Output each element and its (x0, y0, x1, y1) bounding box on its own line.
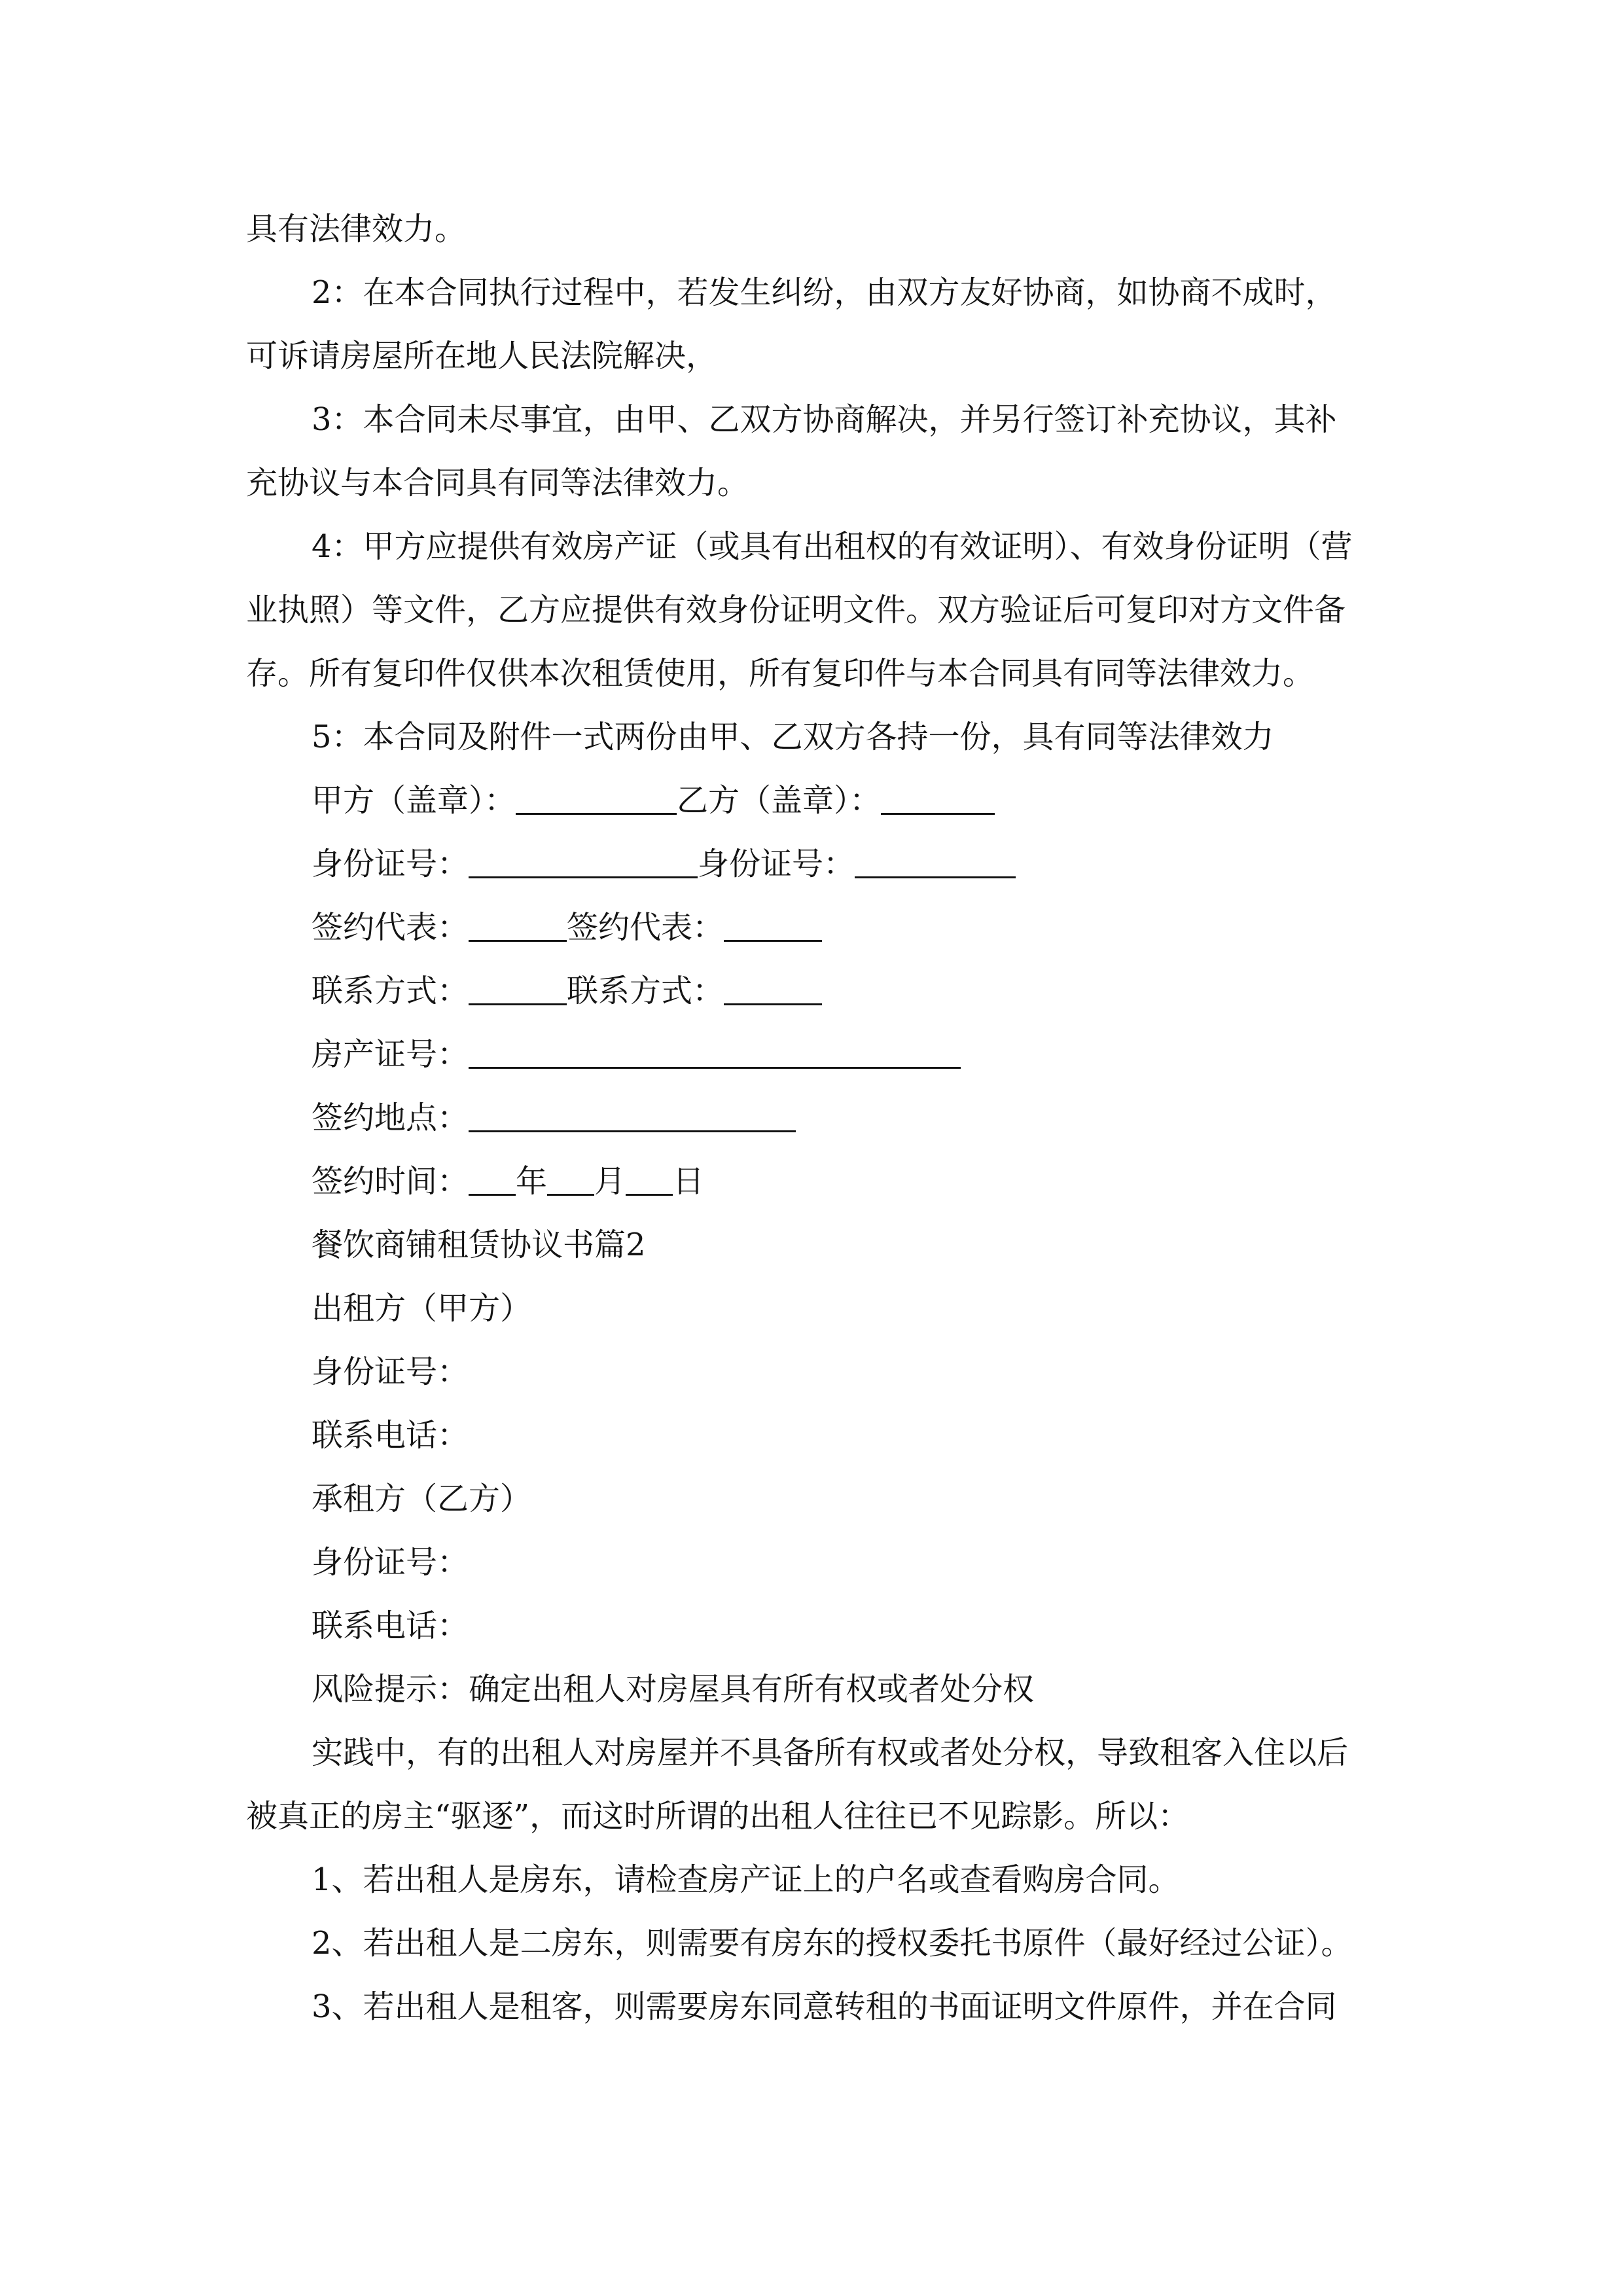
contact-b-blank[interactable] (724, 973, 822, 1005)
lessor-label: 出租方（甲方） (312, 1290, 532, 1327)
signing-time-label: 签约时间： (312, 1163, 469, 1200)
signing-month-blank[interactable] (547, 1164, 594, 1196)
tip-3: 3、若出租人是租客，则需要房东同意转租的书面证明文件原件，并在合同 (312, 1988, 1337, 2025)
clause-4-line-3: 存。所有复印件仅供本次租赁使用，所有复印件与本合同具有同等法律效力。 (246, 655, 1315, 692)
rep-a-blank[interactable] (469, 910, 567, 942)
signing-day-blank[interactable] (626, 1164, 673, 1196)
clause-3-line-1: 3：本合同未尽事宜，由甲、乙双方协商解决，并另行签订补充协议，其补 (312, 401, 1337, 438)
representative-row (0, 896, 1623, 959)
year-label: 年 (516, 1163, 548, 1200)
signing-place-row (0, 1086, 1623, 1149)
rep-a-label: 签约代表： (312, 909, 469, 946)
party-a-seal-label: 甲方（盖章）： (312, 782, 516, 819)
contact-a-label: 联系方式： (312, 973, 469, 1009)
lessee-phone-label: 联系电话： (312, 1607, 469, 1644)
party-b-seal-label: 乙方（盖章）： (677, 782, 882, 819)
rep-b-label: 签约代表： (567, 909, 724, 946)
contact-a-blank[interactable] (469, 973, 567, 1005)
clause-3-line-2: 充协议与本合同具有同等法律效力。 (246, 465, 749, 501)
tip-2: 2、若出租人是二房东，则需要有房东的授权委托书原件（最好经过公证）。 (312, 1925, 1353, 1962)
lessor-phone-label: 联系电话： (312, 1417, 469, 1454)
party-b-seal-blank[interactable] (881, 783, 995, 815)
rep-b-blank[interactable] (724, 910, 822, 942)
clause-4-line-2: 业执照）等文件，乙方应提供有效身份证明文件。双方验证后可复印对方文件备 (246, 592, 1346, 628)
property-cert-blank[interactable] (469, 1037, 961, 1069)
id-no-a-blank[interactable] (469, 846, 698, 878)
clause-2-line-1: 2：在本合同执行过程中，若发生纠纷，由双方友好协商，如协商不成时， (312, 274, 1337, 311)
signing-year-blank[interactable] (469, 1164, 516, 1196)
id-number-row (0, 833, 1623, 895)
risk-body-line-2: 被真正的房主“驱逐”，而这时所谓的出租人往往已不见踪影。所以： (246, 1798, 1190, 1835)
lessee-label: 承租方（乙方） (312, 1480, 532, 1517)
id-no-b-label: 身份证号： (698, 846, 855, 882)
signing-place-blank[interactable] (469, 1100, 796, 1132)
contact-b-label: 联系方式： (567, 973, 724, 1009)
clause-5: 5：本合同及附件一式两份由甲、乙双方各持一份，具有同等法律效力 (312, 719, 1274, 755)
lessee-id-label: 身份证号： (312, 1544, 469, 1581)
lessor-id-label: 身份证号： (312, 1354, 469, 1390)
property-cert-label: 房产证号： (312, 1036, 469, 1073)
month-label: 月 (594, 1163, 626, 1200)
clause-4-line-1: 4：甲方应提供有效房产证（或具有出租权的有效证明）、有效身份证明（营 (312, 528, 1353, 565)
id-no-a-label: 身份证号： (312, 846, 469, 882)
risk-body-line-1: 实践中，有的出租人对房屋并不具备所有权或者处分权，导致租客入住以后 (312, 1734, 1349, 1771)
contact-row (0, 960, 1623, 1022)
property-cert-row (0, 1023, 1623, 1086)
signing-time-row (0, 1150, 1623, 1213)
clause-2-line-2: 可诉请房屋所在地人民法院解决， (246, 338, 718, 374)
party-a-seal-blank[interactable] (516, 783, 677, 815)
day-label: 日 (673, 1163, 705, 1200)
risk-title: 风险提示：确定出租人对房屋具有所有权或者处分权 (312, 1671, 1035, 1708)
tip-1: 1、若出租人是房东，请检查房产证上的户名或查看购房合同。 (312, 1861, 1180, 1898)
id-no-b-blank[interactable] (855, 846, 1016, 878)
signing-place-label: 签约地点： (312, 1100, 469, 1136)
clause-1-tail: 具有法律效力。 (246, 211, 467, 247)
section-2-title: 餐饮商铺租赁协议书篇2 (312, 1227, 646, 1263)
party-seal-row (0, 769, 1623, 832)
